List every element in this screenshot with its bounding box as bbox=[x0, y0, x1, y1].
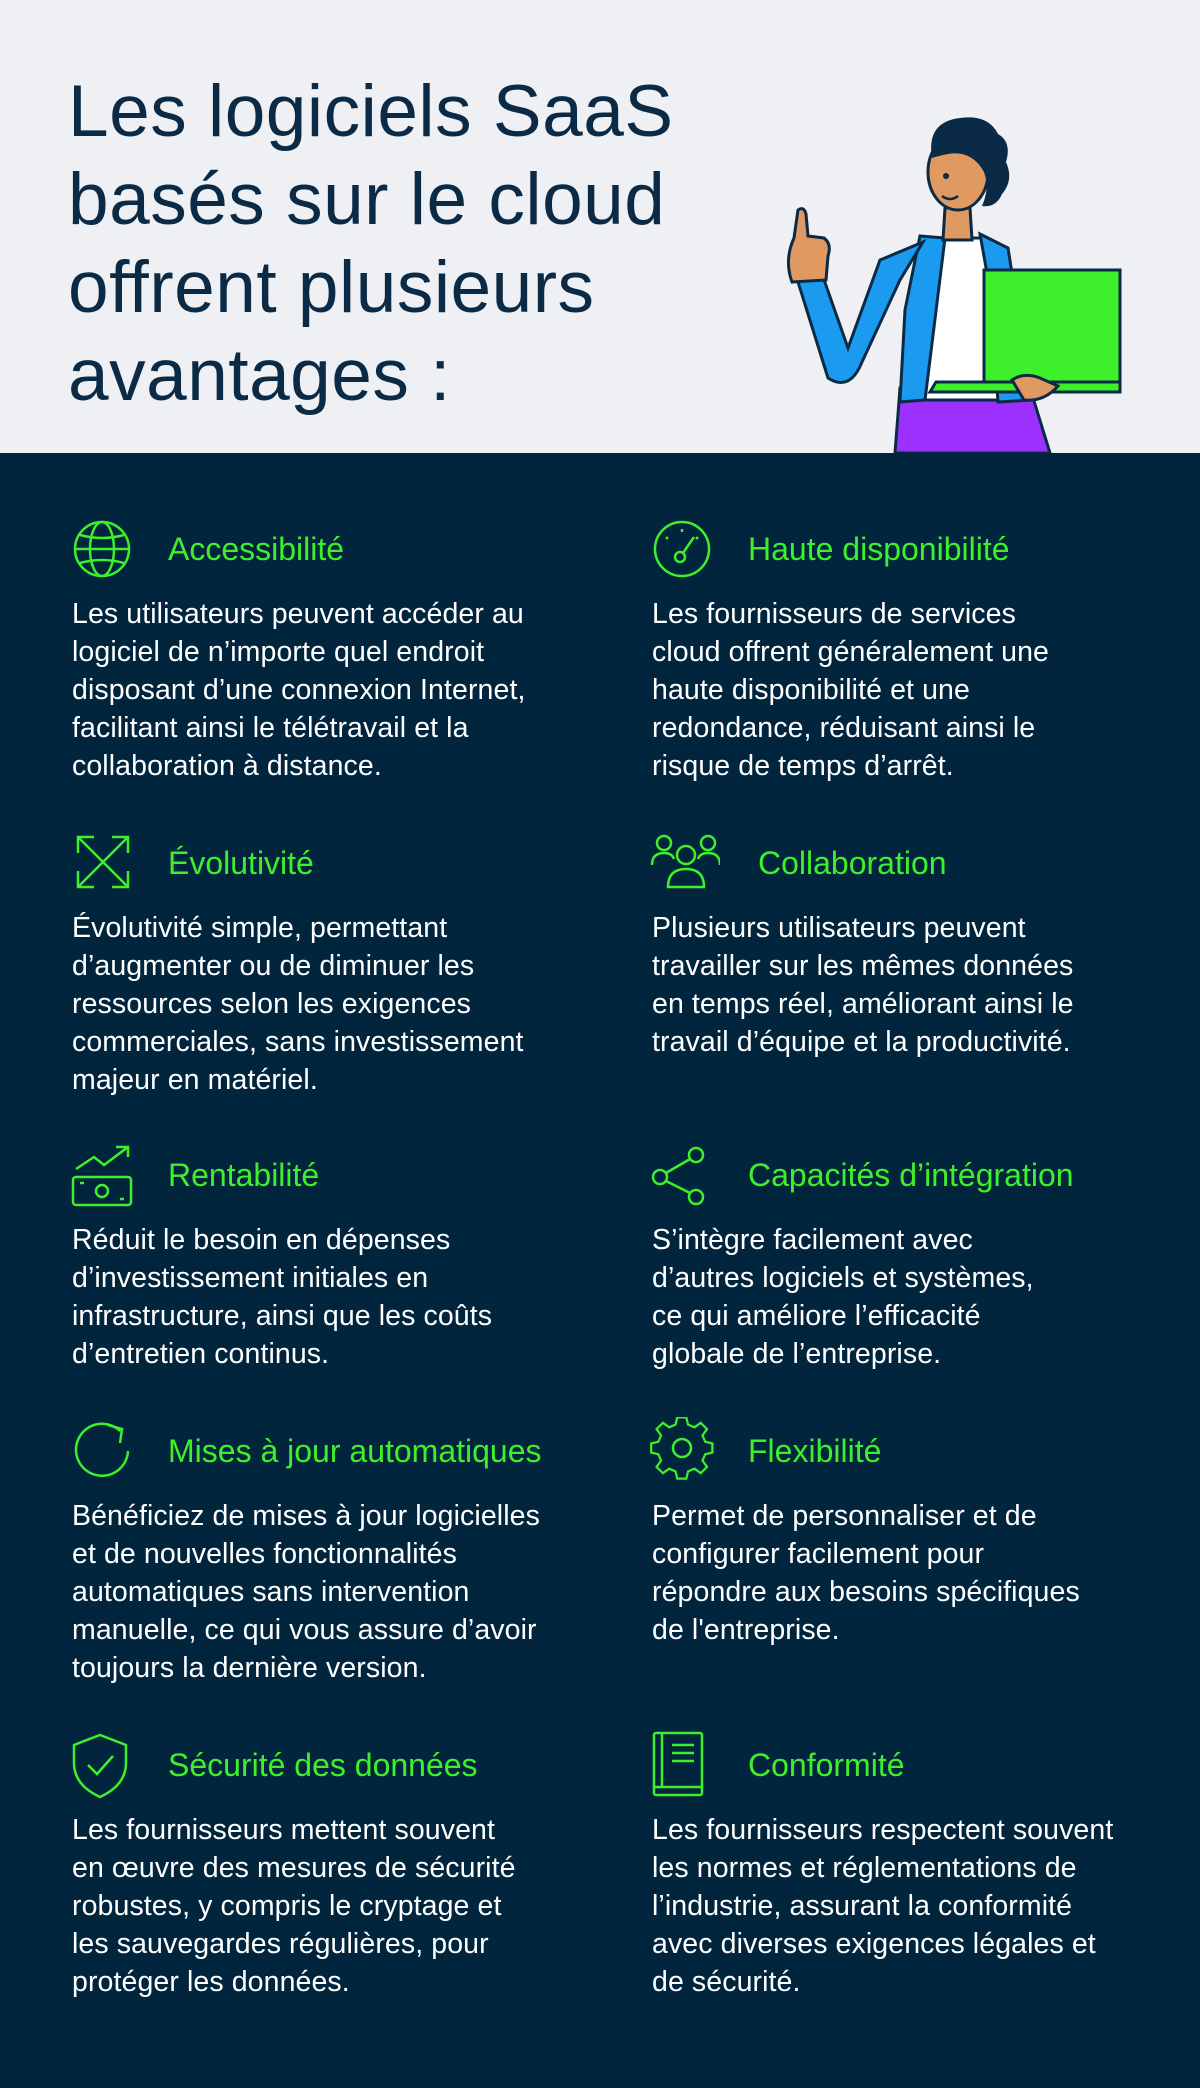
feature-description: Les fournisseurs mettent souvent en œuvre des mesures de sécurité robustes, y compris le cryptage et les sauvegardes régulières, pour protéger les données. bbox=[72, 1814, 516, 1998]
money-growth-icon bbox=[70, 1141, 140, 1211]
gear-icon bbox=[650, 1417, 720, 1487]
feature-title: Haute disponibilité bbox=[748, 531, 1010, 567]
hero-header bbox=[0, 0, 1200, 453]
feature-description: Plusieurs utilisateurs peuvent travailler sur les mêmes données en temps réel, améliorant ainsi le travail d’équipe et la productivité. bbox=[652, 912, 1074, 1058]
expand-arrows-icon bbox=[70, 829, 140, 899]
feature-description: Les fournisseurs de services cloud offrent généralement une haute disponibilité et une redondance, réduisant ainsi le risque de temps d’arrêt. bbox=[652, 598, 1050, 782]
feature-card-collaboration bbox=[650, 829, 1190, 1061]
feature-title: Mises à jour automatiques bbox=[168, 1433, 542, 1469]
feature-card-profitability bbox=[70, 1141, 610, 1373]
feature-description: Bénéficiez de mises à jour logicielles et de nouvelles fonctionnalités automatiques sans intervention manuelle, ce qui vous assure d’avoir toujours la dernière version. bbox=[72, 1500, 540, 1684]
feature-title: Conformité bbox=[748, 1747, 905, 1783]
feature-card-compliance bbox=[650, 1731, 1190, 2001]
feature-title: Flexibilité bbox=[748, 1433, 882, 1469]
feature-description: Évolutivité simple, permettant d’augmenter ou de diminuer les ressources selon les exigences commerciales, sans investissement majeur en matériel. bbox=[72, 912, 524, 1096]
speedometer-icon bbox=[650, 515, 720, 585]
shield-check-icon bbox=[70, 1731, 140, 1801]
share-nodes-icon bbox=[650, 1141, 720, 1211]
feature-card-scalability bbox=[70, 829, 610, 1099]
feature-title: Rentabilité bbox=[168, 1157, 320, 1193]
feature-title: Capacités d’intégration bbox=[748, 1157, 1074, 1193]
features-panel bbox=[0, 453, 1200, 2088]
globe-icon bbox=[70, 515, 140, 585]
title-line: offrent plusieurs bbox=[68, 247, 595, 328]
feature-card-data-security bbox=[70, 1731, 610, 2001]
title-line: Les logiciels SaaS bbox=[68, 71, 674, 152]
feature-title: Collaboration bbox=[758, 845, 947, 881]
feature-card-integration bbox=[650, 1141, 1190, 1373]
feature-card-flexibility bbox=[650, 1417, 1190, 1649]
refresh-icon bbox=[70, 1417, 140, 1487]
title-line: avantages : bbox=[68, 335, 451, 416]
feature-title: Sécurité des données bbox=[168, 1747, 478, 1783]
feature-card-accessibility bbox=[70, 515, 610, 785]
page-title bbox=[68, 68, 768, 420]
feature-card-availability bbox=[650, 515, 1190, 785]
feature-description: Permet de personnaliser et de configurer facilement pour répondre aux besoins spécifiques de l'entreprise. bbox=[652, 1500, 1080, 1646]
person-laptop-illustration bbox=[740, 110, 1140, 453]
feature-description: Réduit le besoin en dépenses d’investissement initiales en infrastructure, ainsi que les coûts d’entretien continus. bbox=[72, 1224, 493, 1370]
feature-description: Les fournisseurs respectent souvent les normes et réglementations de l’industrie, assurant la conformité avec diverses exigences légales et de sécurité. bbox=[652, 1814, 1114, 1998]
feature-title: Évolutivité bbox=[168, 845, 314, 881]
feature-title: Accessibilité bbox=[168, 531, 345, 567]
users-group-icon bbox=[650, 829, 720, 899]
title-line: basés sur le cloud bbox=[68, 159, 666, 240]
book-icon bbox=[650, 1731, 720, 1801]
feature-card-auto-updates bbox=[70, 1417, 610, 1687]
feature-description: Les utilisateurs peuvent accéder au logiciel de n’importe quel endroit disposant d’une connexion Internet, facilitant ainsi le télétravail et la collaboration à distance. bbox=[72, 598, 526, 782]
feature-description: S’intègre facilement avec d’autres logiciels et systèmes, ce qui améliore l’efficacité globale de l’entreprise. bbox=[652, 1224, 1034, 1370]
